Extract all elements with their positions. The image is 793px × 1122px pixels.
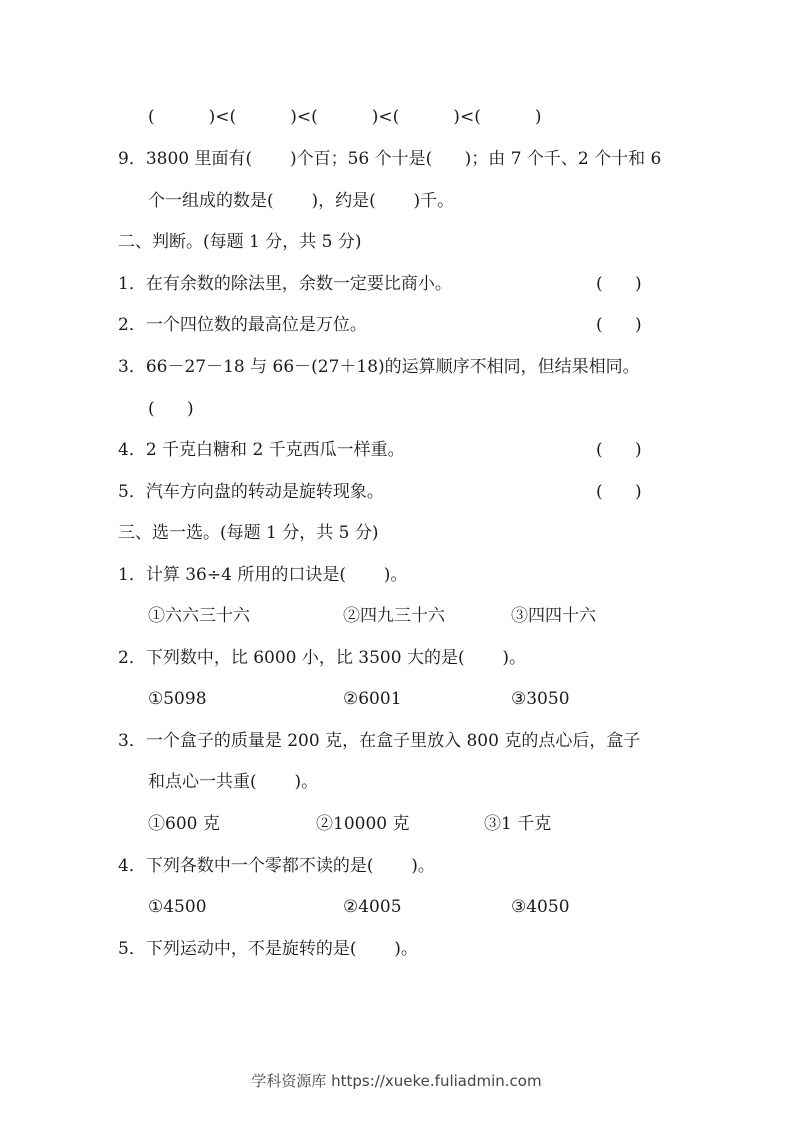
judge-answer-4: ( ) [596, 440, 642, 460]
choice-3-option-2: ②10000 克 [316, 814, 410, 834]
choice-question-2: 2．下列数中，比 6000 小，比 3500 大的是( )。 [118, 648, 527, 668]
choice-1-option-1: ①六六三十六 [148, 606, 250, 626]
question-9-line1: 9．3800 里面有( )个百；56 个十是( )；由 7 个千、2 个十和 6 [118, 149, 662, 169]
judge-answer-5: ( ) [596, 482, 642, 502]
choice-question-1: 1．计算 36÷4 所用的口诀是( )。 [118, 565, 408, 585]
choice-3-option-1: ①600 克 [148, 814, 220, 834]
choice-question-3-line2: 和点心一共重( )。 [148, 772, 319, 792]
judge-answer-3: ( ) [148, 399, 194, 419]
judge-answer-2: ( ) [596, 315, 642, 335]
choice-question-5: 5．下列运动中，不是旋转的是( )。 [118, 939, 418, 959]
section-3-title: 三、选一选。(每题 1 分，共 5 分) [118, 523, 379, 543]
choice-1-option-3: ③四四十六 [511, 606, 596, 626]
choice-2-option-3: ③3050 [511, 689, 570, 709]
choice-question-3-line1: 3．一个盒子的质量是 200 克，在盒子里放入 800 克的点心后，盒子 [118, 731, 641, 751]
choice-4-option-3: ③4050 [511, 897, 570, 917]
judge-question-1: 1．在有余数的除法里，余数一定要比商小。 [118, 274, 452, 294]
judge-answer-1: ( ) [596, 274, 642, 294]
choice-4-option-1: ①4500 [148, 897, 207, 917]
footer-watermark: 学科资源库 https://xueke.fuliadmin.com [251, 1072, 542, 1090]
judge-question-4: 4．2 千克白糖和 2 千克西瓜一样重。 [118, 440, 405, 460]
comparison-blanks: ( )<( )<( )<( )<( ) [148, 107, 542, 127]
choice-3-option-3: ③1 千克 [484, 814, 552, 834]
choice-question-4: 4．下列各数中一个零都不读的是( )。 [118, 856, 435, 876]
choice-2-option-2: ②6001 [343, 689, 402, 709]
section-2-title: 二、判断。(每题 1 分，共 5 分) [118, 232, 362, 252]
judge-question-3: 3．66－27－18 与 66－(27＋18)的运算顺序不相同，但结果相同。 [118, 357, 640, 377]
choice-1-option-2: ②四九三十六 [343, 606, 445, 626]
judge-question-5: 5．汽车方向盘的转动是旋转现象。 [118, 482, 384, 502]
choice-4-option-2: ②4005 [343, 897, 402, 917]
question-9-line2: 个一组成的数是( )，约是( )千。 [148, 191, 455, 211]
choice-2-option-1: ①5098 [148, 689, 207, 709]
judge-question-2: 2．一个四位数的最高位是万位。 [118, 315, 367, 335]
